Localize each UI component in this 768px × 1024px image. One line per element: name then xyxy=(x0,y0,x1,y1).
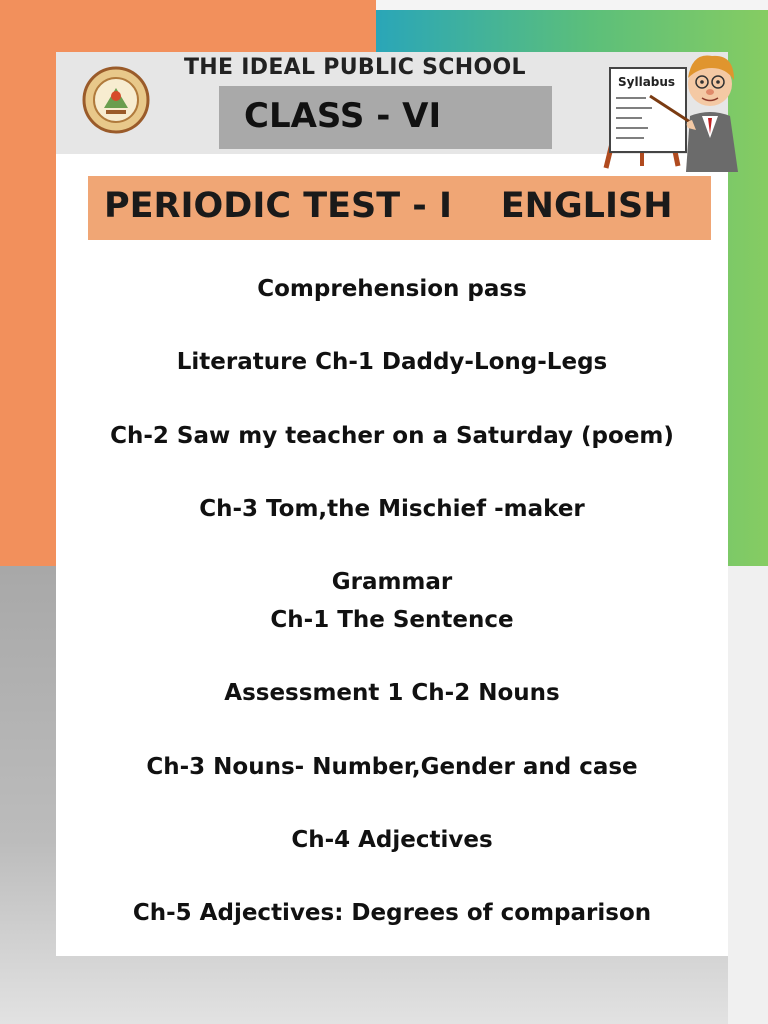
syllabus-line-grammar-ch2: Assessment 1 Ch-2 Nouns xyxy=(224,680,560,706)
syllabus-line-comprehension: Comprehension pass xyxy=(257,276,527,302)
school-name: THE IDEAL PUBLIC SCHOOL xyxy=(184,55,526,80)
syllabus-line-grammar-ch4: Ch-4 Adjectives xyxy=(291,827,493,853)
school-logo-icon xyxy=(82,66,150,134)
syllabus-line-grammar-ch1: Ch-1 The Sentence xyxy=(270,607,514,633)
syllabus-line-grammar-ch5: Ch-5 Adjectives: Degrees of comparison xyxy=(132,900,652,926)
syllabus-line-literature-ch3: Ch-3 Tom,the Mischief -maker xyxy=(199,496,585,522)
svg-text:Syllabus: Syllabus xyxy=(618,75,676,89)
teacher-pointing-icon xyxy=(598,38,748,172)
syllabus-line-grammar-ch3: Ch-3 Nouns- Number,Gender and case xyxy=(146,754,638,780)
syllabus-line-literature-ch2: Ch-2 Saw my teacher on a Saturday (poem) xyxy=(110,423,674,449)
class-label: CLASS - VI xyxy=(244,96,442,136)
syllabus-line-literature-ch1: Literature Ch-1 Daddy-Long-Legs xyxy=(176,349,608,375)
test-title: PERIODIC TEST - I ENGLISH xyxy=(104,186,673,226)
background-light-strip xyxy=(728,566,768,1024)
syllabus-heading-grammar: Grammar xyxy=(331,569,453,595)
